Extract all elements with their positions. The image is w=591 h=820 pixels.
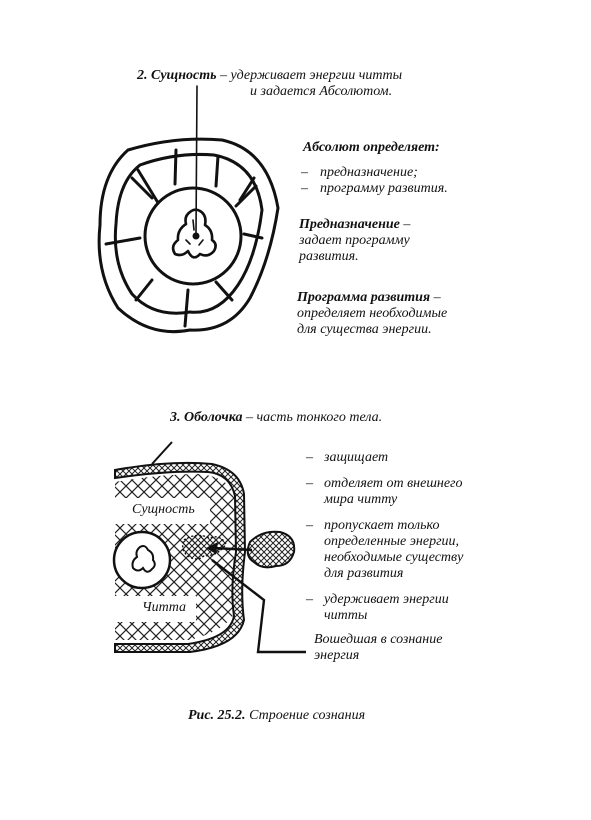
chitta-label: Читта bbox=[142, 600, 187, 615]
section3-subtitle: – часть тонкого тела. bbox=[242, 410, 383, 425]
dash: – bbox=[306, 450, 313, 465]
shell-item: мира читту bbox=[324, 492, 398, 507]
absolute-item: программу развития. bbox=[320, 181, 448, 196]
shell-item: определенные энергии, bbox=[324, 534, 460, 549]
dash: – bbox=[301, 165, 308, 180]
shell-item: читты bbox=[324, 608, 368, 623]
purpose-heading bbox=[299, 217, 410, 233]
program-line: определяет необходимые bbox=[297, 306, 448, 321]
purpose-title: Предназначение bbox=[299, 217, 400, 232]
section3-number: 3. bbox=[170, 410, 181, 425]
absolute-item: предназначение; bbox=[320, 165, 418, 180]
shell-figure bbox=[112, 442, 306, 652]
program-dash: – bbox=[430, 290, 441, 305]
program-title: Программа развития bbox=[297, 290, 431, 305]
dash: – bbox=[306, 592, 313, 607]
shell-item: необходимые существу bbox=[324, 550, 464, 565]
section2-title: Сущность bbox=[151, 68, 217, 83]
figure-caption bbox=[188, 708, 365, 724]
section2-heading bbox=[137, 68, 402, 84]
section2-subtitle-line2: и задается Абсолютом. bbox=[250, 84, 393, 99]
program-line: для существа энергии. bbox=[297, 322, 432, 337]
section2-subtitle: – удерживает энергии читты bbox=[216, 68, 403, 83]
section3-heading bbox=[170, 410, 382, 426]
dash: – bbox=[301, 181, 308, 196]
shell-item: пропускает только bbox=[324, 518, 440, 533]
entered-energy-label: энергия bbox=[314, 648, 360, 663]
purpose-line: задает программу bbox=[299, 233, 410, 248]
caption-number: Рис. 25.2. bbox=[188, 708, 246, 723]
entered-energy-label: Вошедшая в сознание bbox=[314, 632, 443, 647]
essence-figure bbox=[99, 86, 278, 332]
caption-text: Строение сознания bbox=[245, 708, 366, 723]
purpose-line: развития. bbox=[299, 249, 359, 264]
shell-item: защищает bbox=[324, 450, 389, 465]
outside-energy-blob bbox=[248, 532, 294, 568]
program-heading bbox=[297, 290, 441, 306]
purpose-dash: – bbox=[399, 217, 411, 232]
shell-item: для развития bbox=[324, 566, 404, 581]
shell-item: удерживает энергии bbox=[324, 592, 449, 607]
dash: – bbox=[306, 518, 313, 533]
absolute-title: Абсолют определяет: bbox=[303, 140, 440, 155]
shell-item: отделяет от внешнего bbox=[324, 476, 463, 491]
pointer-line bbox=[196, 86, 197, 234]
section2-number: 2. bbox=[137, 68, 148, 83]
section3-title: Оболочка bbox=[184, 410, 243, 425]
essence-label: Сущность bbox=[132, 502, 195, 517]
dash: – bbox=[306, 476, 313, 491]
